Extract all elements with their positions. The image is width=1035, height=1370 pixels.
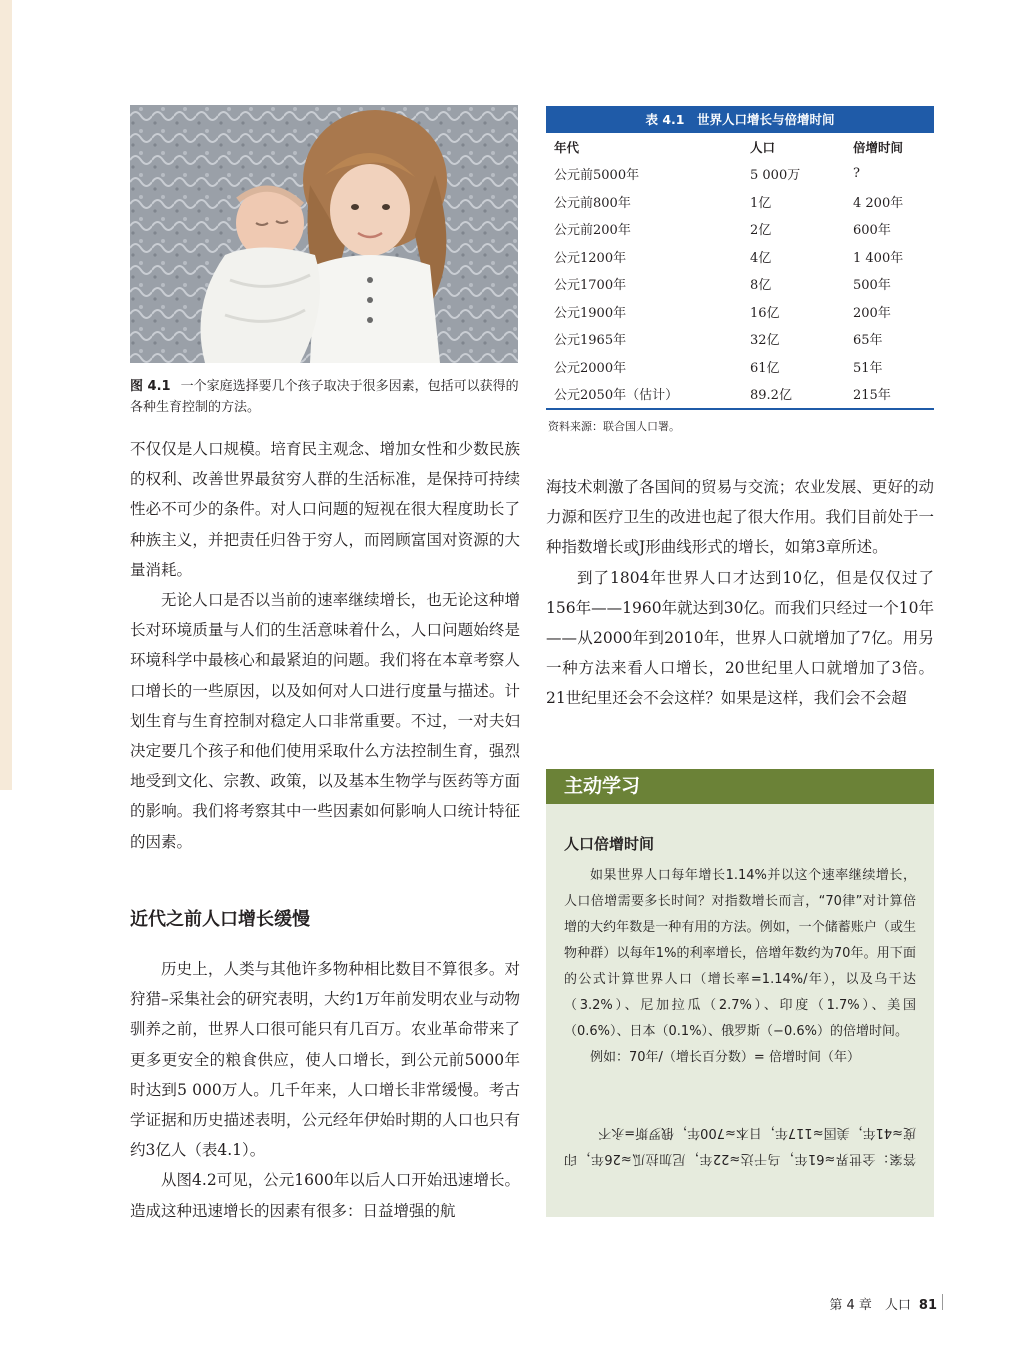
section-heading: 近代之前人口增长缓慢 — [130, 909, 310, 930]
table-cell-population: 2亿 — [742, 215, 845, 243]
table-cell-year: 公元前5000年 — [546, 160, 742, 188]
table-cell-year: 公元2050年（估计） — [546, 380, 742, 409]
table-cell-doubling: ? — [845, 160, 934, 188]
table-cell-year: 公元1700年 — [546, 270, 742, 298]
paragraph: 到了1804年世界人口才达到10亿，但是仅仅过了156年——1960年就达到30亿。而我们只经过一个10年——从2000年到2010年，世界人口就增加了7亿。用另一种方法来看人口增长，20世纪里人口就增加了3倍。21世纪里还会不会这样？如果是这样，我们会不会超 — [546, 568, 934, 708]
box-example: 例如：70年/（增长百分数）= 倍增时间（年） — [590, 1050, 860, 1065]
table-row — [546, 380, 934, 409]
table-row — [546, 353, 934, 381]
page-edge-strip — [0, 0, 12, 790]
footer-divider — [942, 1294, 943, 1310]
table-row — [546, 243, 934, 271]
page-number: 81 — [918, 1298, 937, 1313]
table-source: 资料来源：联合国人口署。 — [548, 419, 680, 433]
table-cell-doubling: 200年 — [845, 298, 934, 326]
right-text-block — [546, 472, 934, 714]
table-header-year: 年代 — [554, 139, 580, 155]
left-text-block-1 — [130, 434, 520, 857]
table-cell-year: 公元1900年 — [546, 298, 742, 326]
box-body — [564, 863, 916, 1071]
figure-label: 图 4.1 — [130, 379, 171, 394]
population-table — [546, 106, 934, 434]
table-cell-population: 32亿 — [742, 325, 845, 353]
table-cell-doubling: 215年 — [845, 380, 934, 409]
table-cell-population: 1亿 — [742, 188, 845, 216]
table-cell-year: 公元前200年 — [546, 215, 742, 243]
table-grid — [546, 133, 934, 410]
figure-caption — [130, 376, 520, 418]
table-cell-population: 61亿 — [742, 353, 845, 381]
paragraph: 从图4.2可见，公元1600年以后人口开始迅速增长。造成这种迅速增长的因素有很多：日益增强的航 — [130, 1171, 520, 1220]
figure-caption-text: 一个家庭选择要几个孩子取决于很多因素，包括可以获得的各种生育控制的方法。 — [130, 379, 519, 415]
table-cell-population: 16亿 — [742, 298, 845, 326]
children-photo — [130, 105, 518, 363]
table-cell-year: 公元1965年 — [546, 325, 742, 353]
table-title: 表 4.1 世界人口增长与倍增时间 — [546, 106, 934, 133]
table-row — [546, 298, 934, 326]
table-row — [546, 188, 934, 216]
box-paragraph: 如果世界人口每年增长1.14%并以这个速率继续增长，人口倍增需要多长时间？对指数增长而言，“70律”对计算倍增的大约年数是一种有用的方法。例如，一个储蓄账户（或生物种群）以每年1%的利率增长，倍增年数约为70年。用下面的公式计算世界人口（增长率=1.14%/年），以及乌干达（3.2%）、尼加拉瓜（2.7%）、印度（1.7%）、美国（0.6%）、日本（0.1%）、俄罗斯（−0.6%）的倍增时间。 — [564, 868, 916, 1039]
table-cell-population: 8亿 — [742, 270, 845, 298]
box-header: 主动学习 — [546, 769, 934, 804]
table-row — [546, 270, 934, 298]
paragraph: 海技术刺激了各国间的贸易与交流；农业发展、更好的动力源和医疗卫生的改进也起了很大作用。我们目前处于一种指数增长或J形曲线形式的增长，如第3章所述。 — [546, 478, 934, 557]
upside-down-answer: 答案：全世界≈61年，乌干达≈22年，尼加拉瓜≈26年，印度≈41年，美国≈117年，日本≈700年，俄罗斯=永不 — [564, 1125, 916, 1166]
table-header-population: 人口 — [750, 139, 776, 155]
table-cell-year: 公元2000年 — [546, 353, 742, 381]
table-cell-doubling: 1 400年 — [845, 243, 934, 271]
paragraph: 无论人口是否以当前的速率继续增长，也无论这种增长对环境质量与人们的生活意味着什么，人口问题始终是环境科学中最核心和最紧迫的问题。我们将在本章考察人口增长的一些原因，以及如何对人口进行度量与描述。计划生育与生育控制对稳定人口非常重要。不过，一对夫妇决定要几个孩子和他们使用采取什么方法控制生育，强烈地受到文化、宗教、政策，以及基本生物学与医药等方面的影响。我们将考察其中一些因素如何影响人口统计特征的因素。 — [130, 591, 520, 851]
table-cell-year: 公元1200年 — [546, 243, 742, 271]
table-cell-population: 4亿 — [742, 243, 845, 271]
table-header-row — [546, 133, 934, 160]
active-learning-box — [546, 769, 934, 1217]
page-footer — [829, 1294, 937, 1313]
table-cell-doubling: 500年 — [845, 270, 934, 298]
table-cell-population: 5 000万 — [742, 160, 845, 188]
table-row — [546, 325, 934, 353]
paragraph: 历史上，人类与其他许多物种相比数目不算很多。对狩猎–采集社会的研究表明，大约1万年前发明农业与动物驯养之前，世界人口很可能只有几百万。农业革命带来了更多更安全的粮食供应，使人口增长，到公元前5000年时达到5 000万人。几千年来，人口增长非常缓慢。考古学证据和历史描述表明，公元经年伊始时期的人口也只有约3亿人（表4.1）。 — [130, 960, 520, 1160]
table-cell-population: 89.2亿 — [742, 380, 845, 409]
footer-chapter: 第 4 章 人口 — [829, 1298, 911, 1313]
table-row — [546, 215, 934, 243]
box-subtitle: 人口倍增时间 — [564, 835, 655, 853]
table-row — [546, 160, 934, 188]
table-header-doubling-time: 倍增时间 — [853, 139, 904, 155]
left-text-block-2 — [130, 954, 520, 1226]
table-cell-year: 公元前800年 — [546, 188, 742, 216]
table-cell-doubling: 65年 — [845, 325, 934, 353]
table-cell-doubling: 51年 — [845, 353, 934, 381]
table-cell-doubling: 4 200年 — [845, 188, 934, 216]
table-cell-doubling: 600年 — [845, 215, 934, 243]
paragraph: 不仅仅是人口规模。培育民主观念、增加女性和少数民族的权利、改善世界最贫穷人群的生活标准，是保持可持续性必不可少的条件。对人口问题的短视在很大程度助长了种族主义，并把责任归咎于穷人，而罔顾富国对资源的大量消耗。 — [130, 440, 520, 579]
